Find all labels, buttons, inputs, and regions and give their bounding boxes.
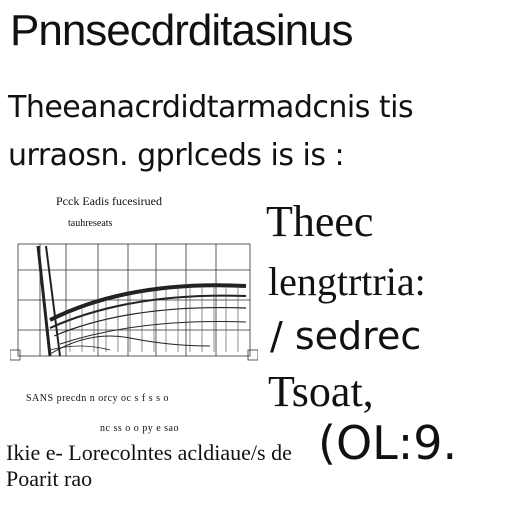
figure-subtitle: tauhreseats [68,218,113,229]
side-text-line-1: Theec [266,197,374,246]
lead-paragraph-line-2: urraosn. gprlceds is is : [8,138,345,173]
figure-title: Pcck Eadis fucesirued [56,194,162,208]
side-text-line-4: Tsoat, [268,367,374,416]
page-title: Pnnsecdrditasinus [10,6,353,55]
footer-text-line-1: Ikie e- Lorecolntes acldiaue/s de [6,440,292,465]
side-text-line-2: lengtrtria: [268,259,426,304]
lead-paragraph-line-1: Theeanacrdidtarmadcnis tis [8,90,414,125]
side-text-line-3: / sedrec [270,314,422,358]
footer-text-line-2: Poarit rao [6,466,93,491]
footer-large-glyphs: (OL:9. [318,416,458,470]
figure-caption-line-2: nc ss o o py e sao [100,423,179,434]
figure-caption-line-1: SANS precdn n orcy oc s f s s o [26,393,169,404]
figure-diagram [10,234,258,370]
